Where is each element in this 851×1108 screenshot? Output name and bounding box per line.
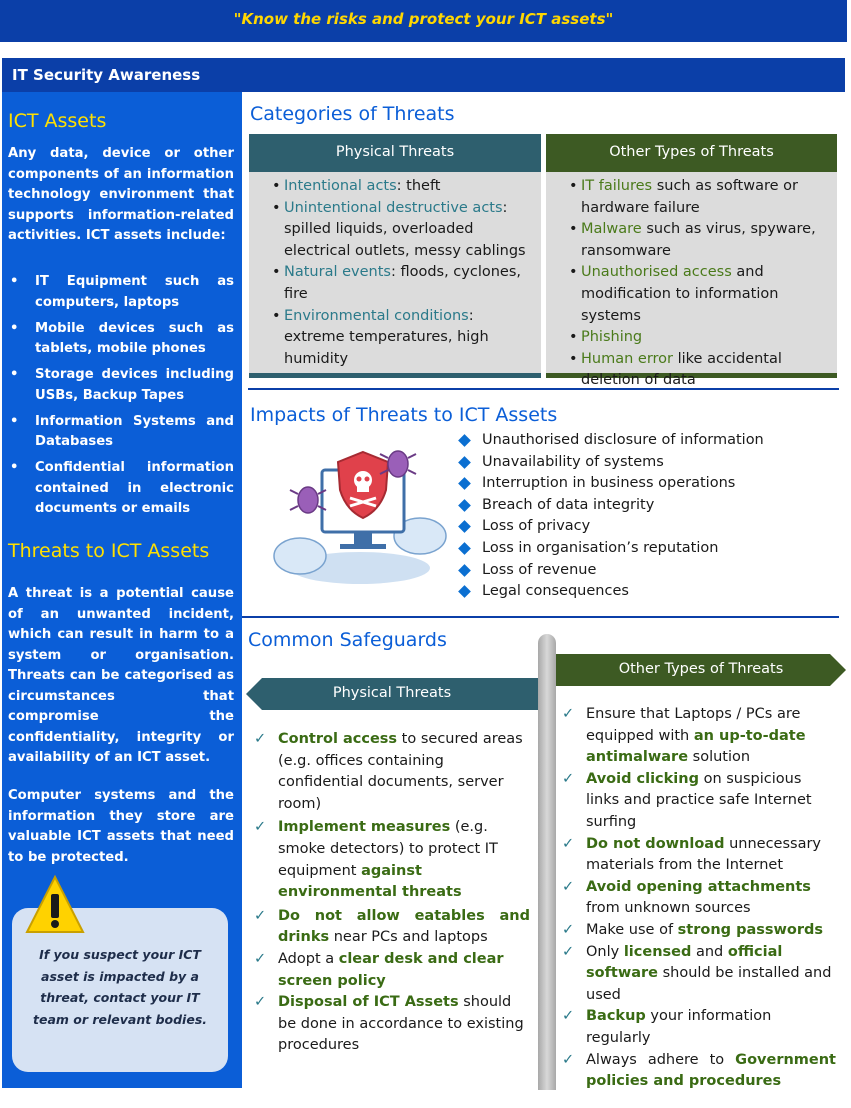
check-icon: ✓ [562,835,575,852]
list-item: Loss in organisation’s reputation [458,538,764,560]
physical-threats-box [249,172,541,378]
impacts-title: Impacts of Threats to ICT Assets [250,404,558,426]
other-threats-list [569,176,819,392]
physical-safeguards-label: Physical Threats [332,685,452,701]
banner-slogan: "Know the risks and protect your ICT assets" [233,10,614,28]
section-divider [248,388,839,390]
page-title: IT Security Awareness [12,66,201,84]
other-threats-box [546,172,837,389]
list-item: ✓ Avoid opening attachments from unknown sources [562,878,811,917]
ict-assets-title: ICT Assets [8,110,107,132]
list-item: ✓ Always adhere to Government policies and procedures [562,1051,836,1090]
list-item: • Human error like accidental deletion of data [569,349,819,392]
check-icon: ✓ [254,950,267,967]
diamond-bullet-icon [458,434,471,447]
list-item: ✓ Control access to secured areas (e.g. offices containing confidential documents, server room) [254,731,523,812]
diamond-bullet-icon [458,542,471,555]
impacts-list [458,430,764,603]
list-item: ✓ Avoid clicking on suspicious links and practice safe Internet surfing [562,770,812,830]
list-item: ✓ Ensure that Laptops / PCs are equipped with an up-to-date antimalware solution [562,706,806,766]
list-item: • Phishing [569,327,819,349]
diamond-bullet-icon [458,456,471,469]
check-icon: ✓ [254,731,267,747]
computer-malware-illustration [270,440,450,590]
threats-definition: A threat is a potential cause of an unwanted incident, which can result in harm to a system or organisation. Threats can be categorised as circumstances that compromise the confidentiality, integrity or availability of an ICT asset. [8,586,234,765]
list-item: • Information Systems and Databases [8,412,234,453]
list-item: • Unauthorised access and modification to information systems [569,262,819,327]
list-item: Loss of revenue [458,560,764,582]
physical-threats-list [272,176,534,370]
other-threats-header: Other Types of Threats [546,134,837,172]
section-divider [242,616,839,618]
diamond-bullet-icon [458,521,471,534]
check-icon: ✓ [562,1008,575,1025]
list-item: Loss of privacy [458,516,764,538]
check-icon: ✓ [254,994,267,1011]
list-item: ✓ Disposal of ICT Assets should be done in accordance to existing procedures [254,994,524,1054]
list-item: • Natural events: floods, cyclones, fire [272,262,534,305]
categories-title: Categories of Threats [250,103,455,125]
list-item: • Storage devices including USBs, Backup Tapes [8,365,234,406]
header-bar [2,58,845,92]
warning-icon [24,874,86,936]
list-item: Interruption in business operations [458,473,764,495]
check-icon: ✓ [562,770,575,787]
threats-title: Threats to ICT Assets [8,540,210,562]
callout-text: If you suspect your ICT asset is impacted by a threat, contact your IT team or relevant bodies. [32,947,208,1027]
check-icon: ✓ [562,921,575,938]
other-safeguards-label: Other Types of Threats [618,661,784,677]
ict-assets-list [8,272,234,525]
list-item: • Mobile devices such as tablets, mobile phones [8,319,234,360]
list-item: Legal consequences [458,581,764,603]
diamond-bullet-icon [458,499,471,512]
top-banner [0,0,847,42]
list-item: • Confidential information contained in electronic documents or emails [8,458,234,520]
list-item: • IT Equipment such as computers, laptops [8,272,234,313]
list-item: • Malware such as virus, spyware, ransomware [569,219,819,262]
list-item: Unauthorised disclosure of information [458,430,764,452]
list-item: • Intentional acts: theft [272,176,534,198]
check-icon: ✓ [254,819,267,836]
diamond-bullet-icon [458,477,471,490]
list-item: • Unintentional destructive acts: spilled liquids, overloaded electrical outlets, messy cablings [272,198,534,263]
list-item: ✓ Make use of strong passwords [560,920,836,942]
vertical-divider [538,634,556,1090]
ict-assets-intro: Any data, device or other components of an information technology environment that supports information-related activities. ICT assets include: [8,146,234,243]
list-item: ✓ Do not allow eatables and drinks near PCs and laptops [254,907,530,946]
list-item: Unavailability of systems [458,452,764,474]
physical-safeguards-list [252,729,530,1057]
check-icon: ✓ [254,907,267,924]
check-icon: ✓ [562,878,575,895]
list-item: ✓ Implement measures (e.g. smoke detectors) to protect IT equipment against environmental threats [254,819,498,901]
check-icon: ✓ [562,706,575,722]
check-icon: ✓ [562,943,575,960]
list-item: • Environmental conditions: extreme temperatures, high humidity [272,306,534,371]
diamond-bullet-icon [458,564,471,577]
check-icon: ✓ [562,1051,575,1068]
threats-note: Computer systems and the information they store are valuable ICT assets that need to be protected. [8,788,234,865]
list-item: ✓ Only licensed and official software should be installed and used [562,943,832,1003]
list-item: • IT failures such as software or hardware failure [569,176,819,219]
list-item: ✓ Backup your information regularly [562,1008,772,1046]
diamond-bullet-icon [458,585,471,598]
other-safeguards-list [560,704,836,1093]
list-item: Breach of data integrity [458,495,764,517]
list-item: ✓ Adopt a clear desk and clear screen policy [254,950,504,989]
physical-safeguards-header [246,678,538,710]
physical-threats-header: Physical Threats [249,134,541,172]
other-safeguards-header [556,654,846,686]
safeguards-title: Common Safeguards [248,629,447,651]
list-item: ✓ Do not download unnecessary materials from the Internet [562,835,821,874]
